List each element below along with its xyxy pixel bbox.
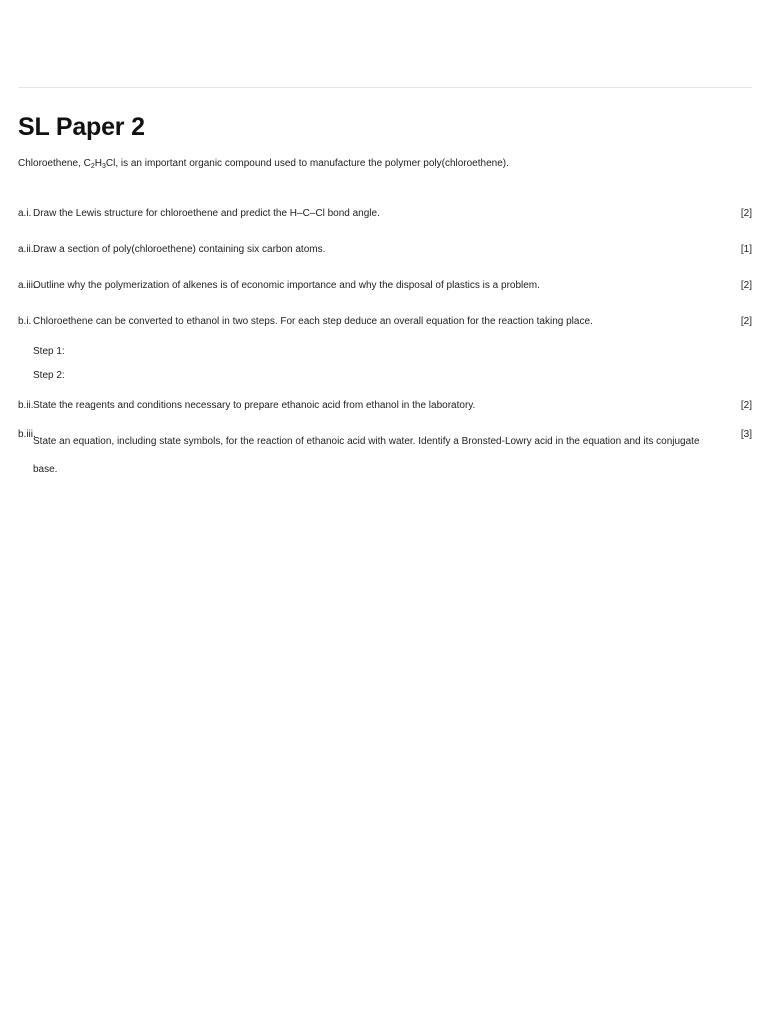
question-marks: [2] xyxy=(740,280,752,291)
question-b-ii xyxy=(18,399,752,413)
intro-text-before: Chloroethene, C xyxy=(18,158,91,169)
question-marks: [1] xyxy=(740,244,752,255)
intro-subscript-1: 2 xyxy=(90,163,95,170)
page-title: SL Paper 2 xyxy=(18,113,145,141)
top-divider xyxy=(18,87,752,88)
question-text: State the reagents and conditions necessary to prepare ethanoic acid from ethanol in the laboratory. xyxy=(33,400,476,411)
question-marks: [2] xyxy=(740,316,752,327)
question-list xyxy=(18,207,752,484)
question-b-iii xyxy=(18,428,752,484)
question-text: Chloroethene can be converted to ethanol in two steps. For each step deduce an overall equation for the reaction taking place. xyxy=(33,316,593,327)
question-b-i xyxy=(18,315,752,329)
question-text: Outline why the polymerization of alkenes is of economic importance and why the disposal of plastics is a problem. xyxy=(33,280,540,291)
step-1-label: Step 1: xyxy=(33,346,65,357)
intro-text-mid: H xyxy=(94,158,102,169)
question-marks: [2] xyxy=(740,400,752,411)
question-a-i xyxy=(18,207,752,221)
question-text: Draw a section of poly(chloroethene) containing six carbon atoms. xyxy=(33,244,326,255)
question-text: Draw the Lewis structure for chloroethene and predict the H–C–Cl bond angle. xyxy=(33,208,380,219)
question-a-iii xyxy=(18,279,752,293)
step-2-label: Step 2: xyxy=(33,370,65,381)
question-label: b.ii. xyxy=(18,400,34,411)
question-marks: [3] xyxy=(740,429,752,440)
intro-subscript-2: 3 xyxy=(101,163,106,170)
question-label: b.iii. xyxy=(18,429,36,440)
question-label: a.i. xyxy=(18,208,32,219)
question-label: a.iii. xyxy=(18,280,36,291)
question-label: a.ii. xyxy=(18,244,34,255)
question-a-ii xyxy=(18,243,752,257)
question-text: State an equation, including state symbols, for the reaction of ethanoic acid with water. Identify a Bronsted-Lowry acid in the equation and its conjugate base. xyxy=(33,436,700,475)
intro-text-after: Cl, is an important organic compound used to manufacture the polymer poly(chloroethene). xyxy=(105,158,509,169)
question-label: b.i. xyxy=(18,316,32,327)
question-marks: [2] xyxy=(740,208,752,219)
intro-paragraph xyxy=(18,157,752,171)
